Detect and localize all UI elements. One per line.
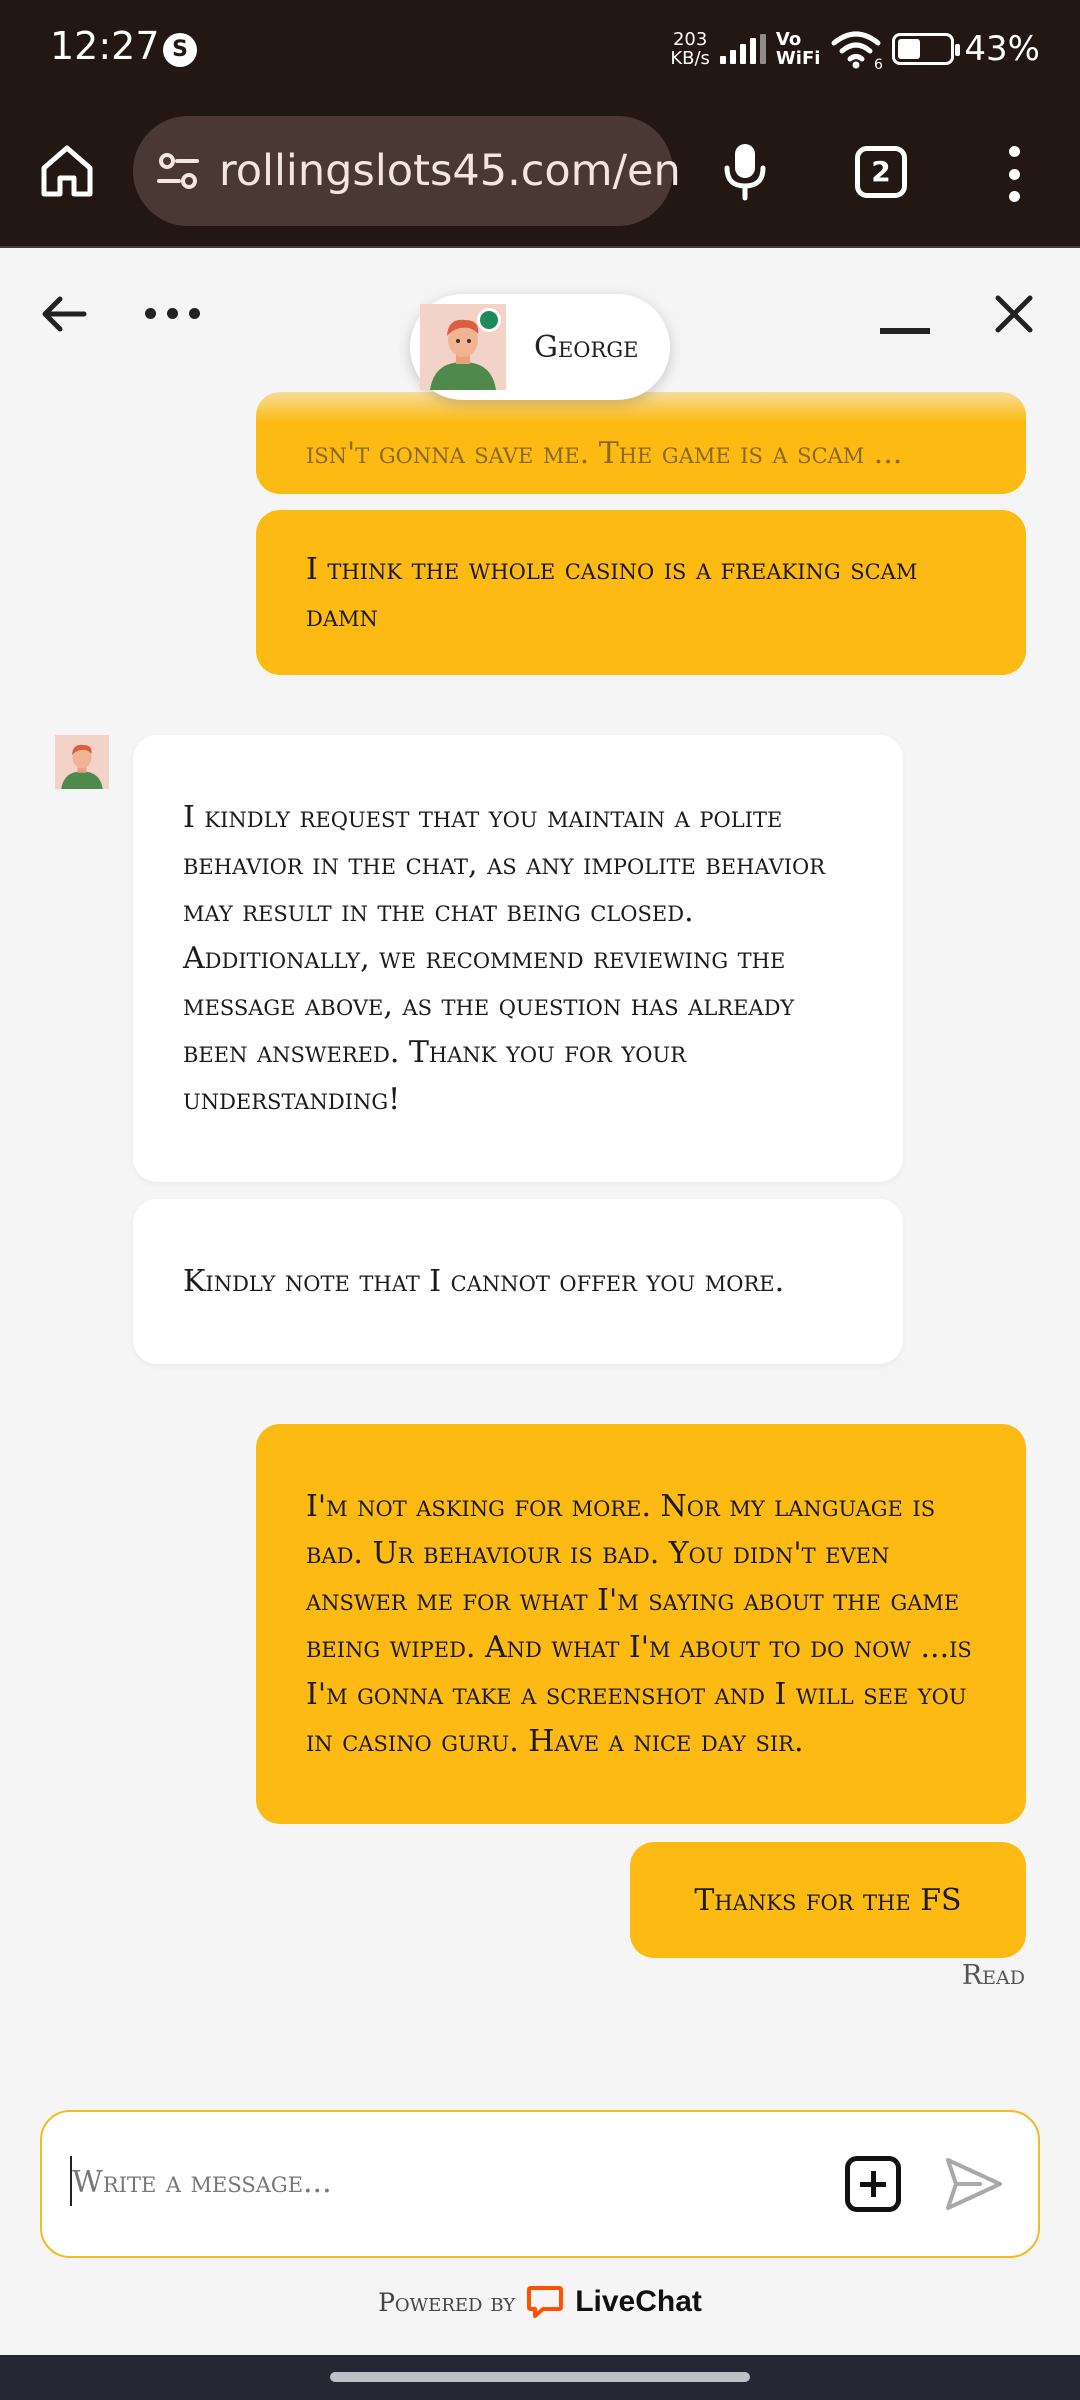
mic-icon[interactable]: [720, 140, 770, 202]
network-speed: [670, 30, 710, 68]
message-text: I think the whole casino is a freaking scam damn: [306, 551, 918, 634]
vowifi-indicator: [776, 30, 821, 68]
livechat-logo-icon: [527, 2285, 563, 2319]
status-icons: [670, 24, 1040, 74]
overflow-menu-icon[interactable]: [1003, 146, 1025, 202]
user-message: [256, 510, 1026, 675]
app-badge-icon: S: [163, 33, 197, 67]
read-receipt: Read: [961, 1960, 1025, 1991]
url-text: rollingslots45.com/en: [219, 146, 681, 196]
site-settings-icon[interactable]: [155, 148, 201, 194]
system-nav-bar: [0, 2355, 1080, 2400]
close-icon[interactable]: [990, 290, 1038, 338]
cell-signal-icon: [720, 34, 766, 64]
online-status-dot: [477, 308, 501, 332]
battery-indicator: [892, 29, 1040, 69]
agent-message: [133, 735, 903, 1182]
message-text: Kindly note that I cannot offer you more.: [183, 1264, 785, 1299]
vowifi-bottom: WiFi: [775, 48, 821, 69]
agent-message: [133, 1199, 903, 1364]
battery-percent: 43%: [964, 29, 1040, 69]
agent-avatar-illustration: [55, 735, 109, 789]
back-arrow-icon[interactable]: [40, 290, 88, 338]
powered-by: [0, 2285, 1080, 2319]
powered-by-label: Powered by: [378, 2287, 516, 2317]
message-text: isn't gonna save me. The game is a scam ...: [306, 435, 903, 471]
message-text: I kindly request that you maintain a polite behavior in the chat, as any impolite behavior may result in the chat being closed. Additionally, we recommend reviewing the message above, as the question has already been answered. Thank you for your understanding!: [183, 800, 826, 1117]
vowifi-top: Vo: [775, 29, 802, 50]
home-icon[interactable]: [36, 140, 98, 202]
status-bar: [0, 0, 1080, 100]
address-bar[interactable]: [133, 116, 681, 226]
browser-toolbar: [0, 100, 1080, 248]
agent-pill: [410, 294, 670, 400]
battery-level: [898, 39, 920, 59]
user-message: [256, 1424, 1026, 1824]
more-options-icon[interactable]: [145, 308, 200, 319]
send-icon[interactable]: [942, 2152, 1006, 2216]
tabs-button[interactable]: 2: [855, 146, 907, 198]
message-input[interactable]: [72, 2152, 812, 2212]
agent-avatar: [55, 735, 109, 789]
add-attachment-icon[interactable]: [845, 2156, 901, 2212]
wifi-icon: [830, 29, 884, 73]
speed-unit: KB/s: [670, 48, 710, 69]
user-message: [630, 1842, 1026, 1958]
message-text: Thanks for the FS: [694, 1882, 962, 1918]
home-gesture-handle[interactable]: [330, 2372, 750, 2382]
message-text: I'm not asking for more. Nor my language is bad. Ur behaviour is bad. You didn't even answer me for what I'm saying about the game being wiped. And what I'm about to do now ...is I'm gonna take a screenshot and I will see you in casino guru. Have a nice day sir.: [306, 1489, 972, 1759]
minimize-icon[interactable]: [880, 328, 930, 334]
livechat-brand[interactable]: LiveChat: [575, 2285, 702, 2318]
speed-value: 203: [672, 29, 708, 50]
clock: 12:27: [50, 24, 160, 68]
agent-name: George: [534, 329, 639, 365]
message-composer: [40, 2110, 1040, 2258]
battery-icon: [892, 33, 954, 65]
wifi-generation: 6: [874, 57, 884, 73]
